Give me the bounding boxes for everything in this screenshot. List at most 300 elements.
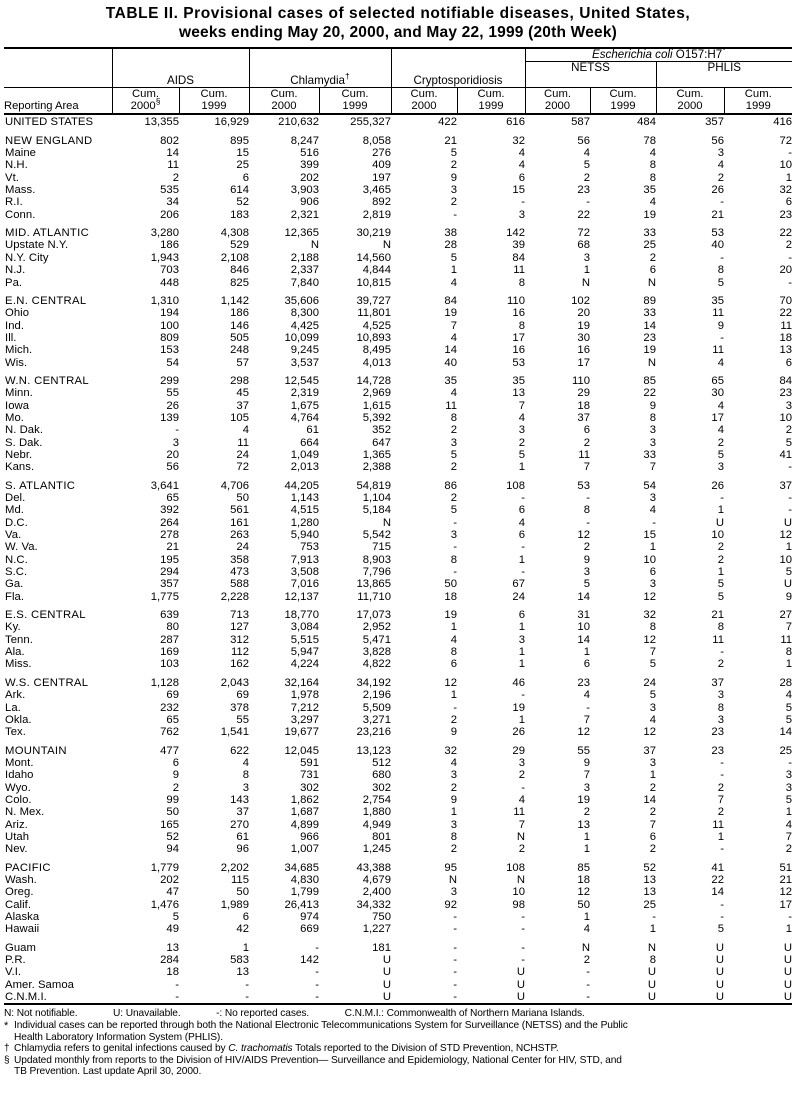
cell-value: 34,332 [356, 898, 391, 911]
cell-value: 1,978 [290, 689, 319, 702]
cell-value: 3 [518, 756, 525, 769]
header-year-5: 2000 [391, 100, 457, 113]
cell-value: - [453, 978, 457, 991]
cell-value: 11 [780, 633, 793, 646]
cell-value: 30,219 [356, 227, 391, 240]
cell-value: 5 [785, 566, 793, 579]
table-row [4, 991, 792, 1004]
cell-value: - [586, 991, 590, 1004]
cell-value: 5 [583, 578, 590, 591]
cell-value: 3 [583, 781, 590, 794]
cell-value: 34,685 [284, 861, 319, 874]
table-row [4, 942, 792, 954]
cell-value: U [783, 941, 793, 954]
cell-value: 5 [649, 689, 656, 702]
row-area-label: NEW ENGLAND [5, 134, 93, 147]
cell-value: 4 [649, 196, 656, 209]
cell-value: 23 [577, 184, 590, 197]
cell-value: - [652, 516, 656, 529]
cell-value: U [647, 966, 656, 979]
cell-value: 3 [450, 818, 457, 831]
cell-value: 127 [230, 621, 249, 634]
footnote-dagger-text-b: Totals reported to the Division of STD Prevention, NCHSTP. [292, 1043, 559, 1055]
table-row [4, 184, 792, 196]
cell-value: 2 [450, 781, 457, 794]
cell-value: 18 [577, 399, 590, 412]
cell-value: - [788, 756, 793, 769]
cell-value: 3,903 [290, 184, 319, 197]
cell-value: 264 [160, 516, 179, 529]
footnote-dagger-italic: C. trachomatis [228, 1043, 293, 1055]
cell-value: 5 [785, 701, 793, 714]
row-area-label: Mont. [5, 756, 34, 769]
table-row [4, 757, 792, 769]
cell-value: 55 [166, 387, 179, 400]
cell-value: - [521, 781, 525, 794]
cell-value: 4 [242, 424, 249, 437]
cell-value: 9 [649, 399, 656, 412]
cell-value: 294 [160, 566, 179, 579]
cell-value: 8 [649, 621, 656, 634]
cell-value: 1 [649, 923, 656, 936]
cell-value: - [453, 701, 457, 714]
cell-value: - [720, 769, 724, 782]
cell-value: 33 [643, 227, 656, 240]
table-row [4, 634, 792, 646]
table-row [4, 196, 792, 208]
cell-value: 6 [518, 504, 525, 517]
row-area-label: Kans. [5, 461, 35, 474]
cell-value: 357 [705, 116, 724, 129]
cell-value: 6 [649, 264, 656, 277]
cell-value: 30 [711, 387, 724, 400]
cell-value: 52 [166, 830, 179, 843]
cell-value: - [453, 911, 457, 923]
row-area-label: V.I. [5, 966, 22, 979]
cell-value: 9 [450, 171, 457, 184]
ecoli-species-name: Escherichia coli [592, 48, 673, 61]
chlamydia-label: Chlamydia [290, 73, 346, 87]
cell-value: 78 [643, 134, 656, 147]
cell-value: 2 [785, 843, 793, 856]
cell-value: N [581, 276, 590, 289]
cell-value: 1 [450, 264, 457, 277]
cell-value: 5,392 [362, 411, 391, 424]
header-ecoli-label [525, 45, 792, 62]
cell-value: 1 [518, 646, 525, 659]
cell-value: 37 [577, 411, 590, 424]
cell-value: U [783, 978, 793, 991]
cell-value: 15 [512, 184, 525, 197]
cell-value: - [788, 492, 793, 504]
cell-value: 302 [300, 781, 319, 794]
cell-value: 84 [512, 251, 525, 264]
header-group-chlamydia [249, 70, 391, 88]
cell-value: 416 [773, 116, 793, 129]
cell-value: U [715, 516, 724, 529]
cell-value: 6 [450, 658, 457, 671]
cell-value: 7 [583, 713, 590, 726]
cell-value: 38 [444, 227, 457, 240]
cell-value: - [788, 911, 793, 923]
header-cum-3: Cum. [249, 88, 319, 101]
table-row [4, 886, 792, 898]
cell-value: 5 [785, 713, 793, 726]
cell-value: 27 [779, 609, 793, 622]
row-area-label: Ill. [5, 331, 17, 344]
cell-value: 3 [583, 566, 590, 579]
table-row-total [4, 114, 792, 129]
cell-value: - [245, 978, 249, 991]
cell-value: U [516, 966, 525, 979]
cell-value: 1,280 [290, 516, 319, 529]
cell-value: 3 [649, 756, 656, 769]
cell-value: 3,828 [362, 646, 391, 659]
table-row [4, 504, 792, 516]
cell-value: 11 [712, 307, 724, 320]
cell-value: 65 [166, 492, 179, 504]
cell-value: 94 [166, 843, 179, 856]
cell-value: 12,045 [284, 744, 319, 757]
row-area-label: Ark. [5, 689, 26, 702]
cell-value: 7 [785, 621, 793, 634]
table-row [4, 806, 792, 818]
cell-value: U [783, 516, 793, 529]
cell-value: 6 [242, 911, 249, 923]
table-row [4, 554, 792, 566]
cell-value: 2 [717, 171, 724, 184]
cell-value: - [586, 516, 590, 529]
cell-value: 9 [583, 553, 590, 566]
cell-value: 112 [230, 646, 249, 659]
cell-value: 44,205 [284, 479, 319, 492]
cell-value: 8 [450, 646, 457, 659]
cell-value: N [516, 830, 525, 843]
cell-value: 8 [450, 553, 457, 566]
cell-value: 7 [518, 399, 525, 412]
cell-value: 96 [236, 843, 249, 856]
cell-value: 18,770 [284, 609, 319, 622]
cell-value: 4 [518, 793, 525, 806]
cell-value: 92 [444, 898, 457, 911]
cell-value: 14,560 [356, 251, 391, 264]
header-cum-8: Cum. [590, 88, 656, 101]
cell-value: 2 [518, 843, 525, 856]
row-area-label: N.J. [5, 264, 26, 277]
cell-value: 12,137 [284, 590, 319, 603]
cell-value: 19,677 [284, 726, 319, 739]
cell-value: 14 [577, 590, 590, 603]
header-year-8: 1999 [590, 100, 656, 113]
cell-value: 28 [444, 239, 457, 252]
cell-value: 31 [577, 609, 590, 622]
cell-value: 50 [166, 806, 179, 819]
cell-value: 169 [160, 646, 179, 659]
cell-value: U [783, 578, 793, 591]
cell-value: 16 [512, 307, 525, 320]
cell-value: 50 [236, 886, 249, 899]
table-row [4, 899, 792, 911]
cell-value: 1,104 [362, 492, 391, 504]
cell-value: 2 [583, 954, 590, 967]
cell-value: 202 [300, 171, 319, 184]
cell-value: 1,541 [220, 726, 249, 739]
cell-value: 7 [450, 319, 457, 332]
cell-value: N [448, 873, 457, 886]
table-row [4, 159, 792, 171]
cell-value: 4,308 [220, 227, 249, 240]
row-area-label: Mo. [5, 411, 24, 424]
cell-value: 146 [230, 319, 249, 332]
cell-value: 399 [300, 159, 319, 172]
cell-value: 161 [230, 516, 249, 529]
cell-value: 3 [785, 781, 793, 794]
cell-value: 153 [160, 344, 179, 357]
cell-value: 9,245 [290, 344, 319, 357]
cell-value: 2,400 [362, 886, 391, 899]
row-area-label: N.C. [5, 553, 28, 566]
cell-value: 3 [717, 689, 724, 702]
cell-value: 4 [518, 411, 525, 424]
cell-value: 1,862 [290, 793, 319, 806]
cell-value: - [315, 966, 319, 979]
cell-value: 529 [230, 239, 249, 252]
cell-value: 505 [230, 331, 249, 344]
cell-value: 57 [236, 356, 249, 369]
row-area-label: Vt. [5, 171, 19, 184]
cell-value: 41 [779, 448, 793, 461]
cell-value: 5,940 [290, 529, 319, 542]
cell-value: 23 [577, 676, 590, 689]
cell-value: 802 [160, 134, 179, 147]
cell-value: 8 [450, 411, 457, 424]
cell-value: 34,192 [356, 676, 391, 689]
cell-value: 2,013 [290, 461, 319, 474]
footnote-section-line2: TB Prevention. Last update April 30, 2000. [14, 1066, 202, 1078]
cell-value: 6 [649, 566, 656, 579]
row-area-label: W.S. CENTRAL [5, 676, 89, 689]
cell-value: 587 [571, 116, 590, 129]
cell-value: 1,143 [290, 492, 319, 504]
cell-value: 32 [643, 609, 656, 622]
cell-value: 5 [785, 436, 793, 449]
cell-value: 68 [577, 239, 590, 252]
cell-value: 378 [230, 701, 249, 714]
cell-value: 195 [160, 553, 179, 566]
cell-value: 2 [450, 492, 457, 504]
cell-value: 1,476 [150, 898, 179, 911]
cell-value: 14 [643, 319, 656, 332]
year-footnote-marker: § [155, 96, 161, 107]
cell-value: U [715, 978, 724, 991]
cell-value: 11 [780, 319, 793, 332]
cell-value: 8 [717, 701, 724, 714]
cell-value: 1,245 [362, 843, 391, 856]
cell-value: 8 [450, 830, 457, 843]
cell-value: 2,969 [362, 387, 391, 400]
cell-value: - [453, 208, 457, 221]
cell-value: 3 [583, 251, 590, 264]
header-spacer-area [4, 48, 112, 75]
cell-value: 5 [450, 504, 457, 517]
cell-value: 13,123 [356, 744, 391, 757]
cell-value: 61 [306, 424, 319, 437]
cell-value: 10,815 [356, 276, 391, 289]
cell-value: 3,508 [290, 566, 319, 579]
cell-value: 4 [649, 504, 656, 517]
cell-value: 2 [450, 424, 457, 437]
header-year-1 [112, 96, 179, 113]
cell-value: 4 [450, 331, 457, 344]
year-value-1: 2000 [130, 100, 156, 113]
header-row-groups [4, 75, 792, 88]
cell-value: 20 [577, 307, 590, 320]
cell-value: 1 [785, 541, 793, 554]
table-row [4, 307, 792, 319]
cell-value: 4,822 [362, 658, 391, 671]
cell-value: 7 [717, 793, 724, 806]
cell-value: 680 [372, 769, 391, 782]
cell-value: 3 [518, 208, 525, 221]
cell-value: 85 [577, 861, 590, 874]
cell-value: 206 [160, 208, 179, 221]
cell-value: 3 [649, 436, 656, 449]
cell-value: - [720, 756, 724, 769]
cell-value: 2 [717, 553, 724, 566]
cell-value: 5 [450, 147, 457, 160]
table-row [4, 954, 792, 966]
cell-value: 4 [649, 147, 656, 160]
cell-value: 4 [450, 387, 457, 400]
cell-value: 19 [444, 307, 457, 320]
footnote-section-marker: § [4, 1054, 10, 1066]
cell-value: U [647, 978, 656, 991]
cell-value: 2 [717, 806, 724, 819]
cell-value: 37 [643, 744, 656, 757]
notifiable-diseases-table [4, 47, 792, 1005]
cell-value: 4 [450, 633, 457, 646]
header-cum-10: Cum. [724, 88, 792, 101]
cell-value: - [521, 566, 525, 579]
cell-value: 32 [512, 134, 525, 147]
cell-value: - [586, 978, 590, 991]
cell-value: 1,310 [150, 294, 179, 307]
cell-value: 4 [717, 356, 724, 369]
cell-value: 142 [506, 227, 525, 240]
cell-value: 3,537 [290, 356, 319, 369]
cell-value: 8 [518, 319, 525, 332]
row-area-label: PACIFIC [5, 861, 51, 874]
header-cum-1: Cum. [112, 88, 179, 101]
cell-value: 3 [450, 436, 457, 449]
cell-value: 10,893 [356, 331, 391, 344]
cell-value: 484 [637, 116, 656, 129]
cell-value: 12 [444, 676, 457, 689]
cell-value: 9 [717, 319, 724, 332]
cell-value: 1 [785, 171, 793, 184]
cell-value: 1 [583, 830, 590, 843]
cell-value: 99 [166, 793, 179, 806]
cell-value: 5 [450, 448, 457, 461]
row-area-label: Fla. [5, 590, 25, 603]
cell-value: 409 [372, 159, 391, 172]
cell-value: 1 [450, 621, 457, 634]
cell-value: 5 [717, 578, 724, 591]
cell-value: 583 [230, 954, 249, 967]
header-year-6: 1999 [457, 100, 525, 113]
cell-value: 5,515 [290, 633, 319, 646]
cell-value: 33 [643, 307, 656, 320]
table-row-region [4, 480, 792, 492]
cell-value: 24 [236, 448, 249, 461]
cell-value: 142 [300, 954, 319, 967]
row-area-label: Pa. [5, 276, 23, 289]
cell-value: 21 [444, 134, 457, 147]
cell-value: 2,337 [290, 264, 319, 277]
cell-value: 46 [512, 676, 525, 689]
cell-value: - [315, 991, 319, 1004]
cell-value: 2 [785, 424, 793, 437]
cell-value: 1 [649, 769, 656, 782]
table-row [4, 794, 792, 806]
table-row [4, 702, 792, 714]
cell-value: 194 [160, 307, 179, 320]
cell-value: 102 [571, 294, 590, 307]
cell-value: 11 [712, 818, 724, 831]
cell-value: 14 [779, 726, 793, 739]
cell-value: 825 [230, 276, 249, 289]
cell-value: 4,764 [290, 411, 319, 424]
cell-value: 3 [172, 436, 179, 449]
row-area-label: Ariz. [5, 818, 28, 831]
cell-value: - [720, 646, 724, 659]
cell-value: 1,615 [362, 399, 391, 412]
cell-value: 9 [172, 769, 179, 782]
row-area-label: Calif. [5, 898, 32, 911]
cell-value: 12 [643, 726, 656, 739]
cell-value: 4,515 [290, 504, 319, 517]
header-year-4: 1999 [319, 100, 391, 113]
cell-value: 53 [577, 479, 590, 492]
cell-value: 54,819 [356, 479, 391, 492]
table-row [4, 979, 792, 991]
footnote-dagger-marker: † [4, 1043, 10, 1055]
cell-value: 72 [236, 461, 249, 474]
cell-value: 1 [518, 461, 525, 474]
row-area-label: UNITED STATES [5, 116, 94, 129]
table-row [4, 252, 792, 264]
cell-value: 50 [236, 492, 249, 504]
cell-value: 4 [583, 689, 590, 702]
cell-value: 255,327 [350, 116, 391, 129]
cell-value: 23 [711, 744, 724, 757]
cell-value: 67 [512, 578, 525, 591]
cell-value: 13 [643, 886, 656, 899]
cell-value: 12 [577, 726, 590, 739]
cell-value: 4,224 [290, 658, 319, 671]
cell-value: 39 [512, 239, 525, 252]
cell-value: - [720, 251, 724, 264]
table-row [4, 264, 792, 276]
cell-value: 278 [160, 529, 179, 542]
cell-value: 2 [450, 196, 457, 209]
cell-value: 39,727 [356, 294, 391, 307]
cell-value: 5,471 [362, 633, 391, 646]
cell-value: 4 [583, 147, 590, 160]
row-area-label: Va. [5, 529, 22, 542]
cell-value: - [521, 923, 525, 936]
table-row [4, 831, 792, 843]
